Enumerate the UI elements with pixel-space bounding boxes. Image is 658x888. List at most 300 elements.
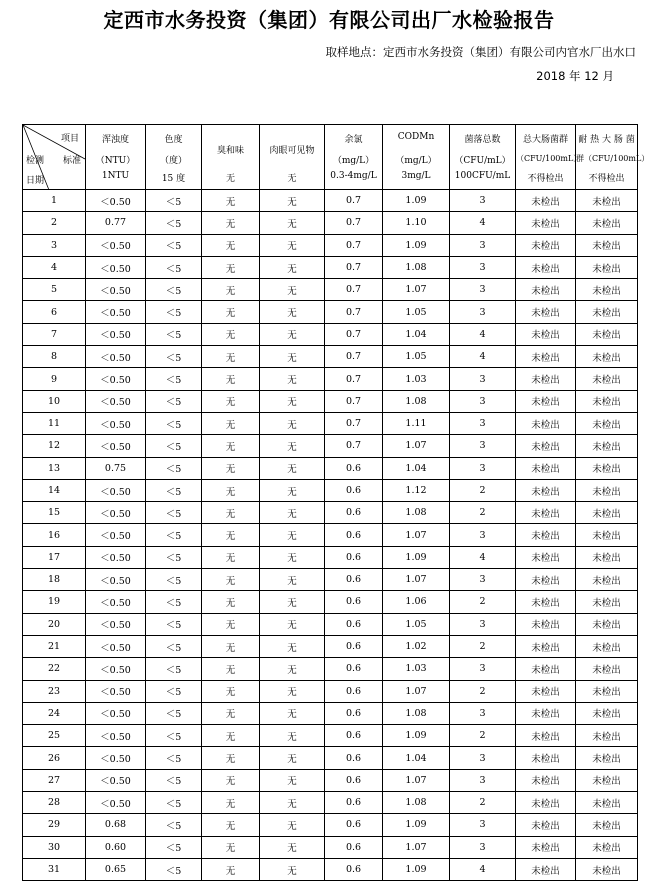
cell-thermotolerant-coliform: 未检出 bbox=[576, 658, 638, 680]
cell-total-coliform: 未检出 bbox=[516, 814, 576, 836]
cell-thermotolerant-coliform: 未检出 bbox=[576, 792, 638, 814]
cell-odor-taste: 无 bbox=[202, 680, 260, 702]
cell-day: 30 bbox=[23, 836, 86, 858]
cell-colony-count: 2 bbox=[450, 725, 516, 747]
cell-total-coliform: 未检出 bbox=[516, 368, 576, 390]
cell-total-coliform: 未检出 bbox=[516, 725, 576, 747]
cell-residual-chlorine: 0.7 bbox=[325, 368, 383, 390]
cell-visible-matter: 无 bbox=[260, 457, 325, 479]
cell-day: 23 bbox=[23, 680, 86, 702]
cell-turbidity: ＜0.50 bbox=[86, 323, 146, 345]
cell-visible-matter: 无 bbox=[260, 658, 325, 680]
cell-colony-count: 4 bbox=[450, 212, 516, 234]
cell-colony-count: 3 bbox=[450, 301, 516, 323]
table-row bbox=[23, 256, 638, 278]
cell-odor-taste: 无 bbox=[202, 569, 260, 591]
cell-residual-chlorine: 0.6 bbox=[325, 680, 383, 702]
cell-visible-matter: 无 bbox=[260, 747, 325, 769]
cell-total-coliform: 未检出 bbox=[516, 680, 576, 702]
column-unit: （CFU/100mL） bbox=[516, 154, 582, 163]
cell-colony-count: 3 bbox=[450, 457, 516, 479]
cell-day: 7 bbox=[23, 323, 86, 345]
cell-visible-matter: 无 bbox=[260, 479, 325, 501]
cell-codmn: 1.02 bbox=[383, 635, 450, 657]
cell-codmn: 1.07 bbox=[383, 435, 450, 457]
cell-residual-chlorine: 0.6 bbox=[325, 457, 383, 479]
table-row bbox=[23, 435, 638, 457]
report-date: 2018 年 12 月 bbox=[536, 69, 614, 83]
cell-codmn: 1.11 bbox=[383, 412, 450, 434]
column-standard: 不得检出 bbox=[588, 174, 625, 184]
cell-residual-chlorine: 0.7 bbox=[325, 234, 383, 256]
column-unit: （mg/L） bbox=[332, 156, 375, 166]
table-row bbox=[23, 479, 638, 501]
cell-total-coliform: 未检出 bbox=[516, 702, 576, 724]
column-name: 臭和味 bbox=[216, 146, 244, 156]
header-color bbox=[146, 125, 202, 190]
cell-total-coliform: 未检出 bbox=[516, 279, 576, 301]
cell-color: ＜5 bbox=[146, 613, 202, 635]
cell-total-coliform: 未检出 bbox=[516, 524, 576, 546]
cell-odor-taste: 无 bbox=[202, 412, 260, 434]
cell-thermotolerant-coliform: 未检出 bbox=[576, 747, 638, 769]
cell-color: ＜5 bbox=[146, 368, 202, 390]
cell-colony-count: 3 bbox=[450, 569, 516, 591]
cell-color: ＜5 bbox=[146, 769, 202, 791]
cell-turbidity: 0.60 bbox=[86, 836, 146, 858]
table-row bbox=[23, 457, 638, 479]
cell-total-coliform: 未检出 bbox=[516, 323, 576, 345]
cell-total-coliform: 未检出 bbox=[516, 792, 576, 814]
cell-thermotolerant-coliform: 未检出 bbox=[576, 479, 638, 501]
cell-total-coliform: 未检出 bbox=[516, 256, 576, 278]
table-row bbox=[23, 858, 638, 880]
cell-codmn: 1.08 bbox=[383, 502, 450, 524]
cell-residual-chlorine: 0.6 bbox=[325, 479, 383, 501]
cell-odor-taste: 无 bbox=[202, 435, 260, 457]
cell-odor-taste: 无 bbox=[202, 792, 260, 814]
cell-visible-matter: 无 bbox=[260, 769, 325, 791]
cell-codmn: 1.07 bbox=[383, 569, 450, 591]
cell-residual-chlorine: 0.7 bbox=[325, 212, 383, 234]
corner-item-label: 项目 bbox=[60, 134, 79, 144]
cell-total-coliform: 未检出 bbox=[516, 502, 576, 524]
report-title: 定西市水务投资（集团）有限公司出厂水检验报告 bbox=[103, 8, 555, 32]
table-row bbox=[23, 323, 638, 345]
cell-residual-chlorine: 0.7 bbox=[325, 435, 383, 457]
cell-codmn: 1.08 bbox=[383, 792, 450, 814]
cell-total-coliform: 未检出 bbox=[516, 234, 576, 256]
cell-visible-matter: 无 bbox=[260, 256, 325, 278]
cell-day: 29 bbox=[23, 814, 86, 836]
cell-colony-count: 2 bbox=[450, 680, 516, 702]
cell-total-coliform: 未检出 bbox=[516, 635, 576, 657]
cell-day: 31 bbox=[23, 858, 86, 880]
cell-color: ＜5 bbox=[146, 412, 202, 434]
cell-total-coliform: 未检出 bbox=[516, 190, 576, 212]
cell-odor-taste: 无 bbox=[202, 814, 260, 836]
cell-thermotolerant-coliform: 未检出 bbox=[576, 390, 638, 412]
cell-codmn: 1.03 bbox=[383, 658, 450, 680]
cell-thermotolerant-coliform: 未检出 bbox=[576, 323, 638, 345]
cell-odor-taste: 无 bbox=[202, 747, 260, 769]
cell-colony-count: 3 bbox=[450, 234, 516, 256]
cell-day: 18 bbox=[23, 569, 86, 591]
cell-codmn: 1.03 bbox=[383, 368, 450, 390]
header-turbidity bbox=[86, 125, 146, 190]
cell-total-coliform: 未检出 bbox=[516, 569, 576, 591]
cell-turbidity: ＜0.50 bbox=[86, 234, 146, 256]
cell-color: ＜5 bbox=[146, 858, 202, 880]
column-name: CODMn bbox=[397, 132, 435, 142]
cell-codmn: 1.09 bbox=[383, 546, 450, 568]
cell-codmn: 1.07 bbox=[383, 836, 450, 858]
column-standard: 1NTU bbox=[101, 171, 130, 181]
cell-day: 24 bbox=[23, 702, 86, 724]
column-name: 色度 bbox=[164, 135, 183, 145]
cell-thermotolerant-coliform: 未检出 bbox=[576, 368, 638, 390]
column-standard: 无 bbox=[287, 174, 297, 184]
cell-turbidity: ＜0.50 bbox=[86, 368, 146, 390]
cell-thermotolerant-coliform: 未检出 bbox=[576, 591, 638, 613]
cell-codmn: 1.09 bbox=[383, 858, 450, 880]
cell-color: ＜5 bbox=[146, 658, 202, 680]
cell-visible-matter: 无 bbox=[260, 234, 325, 256]
cell-odor-taste: 无 bbox=[202, 858, 260, 880]
table-row bbox=[23, 814, 638, 836]
column-name: 肉眼可见物 bbox=[269, 146, 315, 156]
cell-odor-taste: 无 bbox=[202, 613, 260, 635]
cell-colony-count: 3 bbox=[450, 613, 516, 635]
cell-color: ＜5 bbox=[146, 702, 202, 724]
cell-day: 19 bbox=[23, 591, 86, 613]
cell-odor-taste: 无 bbox=[202, 836, 260, 858]
cell-total-coliform: 未检出 bbox=[516, 479, 576, 501]
cell-total-coliform: 未检出 bbox=[516, 546, 576, 568]
cell-visible-matter: 无 bbox=[260, 546, 325, 568]
cell-total-coliform: 未检出 bbox=[516, 747, 576, 769]
cell-colony-count: 3 bbox=[450, 702, 516, 724]
cell-codmn: 1.09 bbox=[383, 190, 450, 212]
cell-codmn: 1.05 bbox=[383, 613, 450, 635]
cell-turbidity: ＜0.50 bbox=[86, 190, 146, 212]
cell-color: ＜5 bbox=[146, 725, 202, 747]
header-colony-count bbox=[450, 125, 516, 190]
cell-colony-count: 3 bbox=[450, 279, 516, 301]
cell-odor-taste: 无 bbox=[202, 524, 260, 546]
cell-thermotolerant-coliform: 未检出 bbox=[576, 836, 638, 858]
cell-colony-count: 2 bbox=[450, 591, 516, 613]
table-row bbox=[23, 725, 638, 747]
cell-thermotolerant-coliform: 未检出 bbox=[576, 301, 638, 323]
cell-turbidity: ＜0.50 bbox=[86, 769, 146, 791]
cell-codmn: 1.12 bbox=[383, 479, 450, 501]
cell-odor-taste: 无 bbox=[202, 725, 260, 747]
cell-odor-taste: 无 bbox=[202, 301, 260, 323]
cell-day: 20 bbox=[23, 613, 86, 635]
cell-codmn: 1.04 bbox=[383, 323, 450, 345]
cell-thermotolerant-coliform: 未检出 bbox=[576, 814, 638, 836]
cell-odor-taste: 无 bbox=[202, 323, 260, 345]
cell-colony-count: 3 bbox=[450, 368, 516, 390]
cell-odor-taste: 无 bbox=[202, 212, 260, 234]
cell-visible-matter: 无 bbox=[260, 190, 325, 212]
header-corner-cell bbox=[23, 125, 86, 190]
cell-codmn: 1.09 bbox=[383, 725, 450, 747]
column-standard: 无 bbox=[225, 174, 235, 184]
cell-codmn: 1.07 bbox=[383, 279, 450, 301]
cell-codmn: 1.07 bbox=[383, 524, 450, 546]
cell-color: ＜5 bbox=[146, 502, 202, 524]
table-row bbox=[23, 769, 638, 791]
cell-turbidity: ＜0.50 bbox=[86, 502, 146, 524]
cell-total-coliform: 未检出 bbox=[516, 346, 576, 368]
cell-colony-count: 3 bbox=[450, 814, 516, 836]
cell-visible-matter: 无 bbox=[260, 435, 325, 457]
cell-color: ＜5 bbox=[146, 435, 202, 457]
cell-turbidity: ＜0.50 bbox=[86, 792, 146, 814]
cell-thermotolerant-coliform: 未检出 bbox=[576, 502, 638, 524]
cell-codmn: 1.05 bbox=[383, 346, 450, 368]
table-row bbox=[23, 368, 638, 390]
cell-color: ＜5 bbox=[146, 346, 202, 368]
table-row bbox=[23, 747, 638, 769]
cell-turbidity: 0.68 bbox=[86, 814, 146, 836]
cell-thermotolerant-coliform: 未检出 bbox=[576, 346, 638, 368]
sampling-location: 取样地点：定西市水务投资（集团）有限公司内官水厂出水口 bbox=[325, 45, 636, 59]
cell-turbidity: ＜0.50 bbox=[86, 479, 146, 501]
cell-color: ＜5 bbox=[146, 457, 202, 479]
cell-day: 8 bbox=[23, 346, 86, 368]
cell-day: 5 bbox=[23, 279, 86, 301]
cell-turbidity: ＜0.50 bbox=[86, 613, 146, 635]
cell-visible-matter: 无 bbox=[260, 502, 325, 524]
table-row bbox=[23, 390, 638, 412]
cell-color: ＜5 bbox=[146, 836, 202, 858]
cell-colony-count: 2 bbox=[450, 635, 516, 657]
table-row bbox=[23, 279, 638, 301]
cell-residual-chlorine: 0.6 bbox=[325, 725, 383, 747]
cell-codmn: 1.08 bbox=[383, 702, 450, 724]
cell-day: 1 bbox=[23, 190, 86, 212]
cell-total-coliform: 未检出 bbox=[516, 212, 576, 234]
header-odor-taste bbox=[202, 125, 260, 190]
cell-odor-taste: 无 bbox=[202, 635, 260, 657]
cell-residual-chlorine: 0.7 bbox=[325, 323, 383, 345]
cell-colony-count: 4 bbox=[450, 546, 516, 568]
cell-color: ＜5 bbox=[146, 301, 202, 323]
cell-odor-taste: 无 bbox=[202, 502, 260, 524]
cell-visible-matter: 无 bbox=[260, 858, 325, 880]
cell-residual-chlorine: 0.6 bbox=[325, 569, 383, 591]
cell-day: 16 bbox=[23, 524, 86, 546]
cell-colony-count: 3 bbox=[450, 769, 516, 791]
cell-codmn: 1.09 bbox=[383, 814, 450, 836]
cell-visible-matter: 无 bbox=[260, 635, 325, 657]
column-name: 浑浊度 bbox=[101, 135, 129, 145]
cell-thermotolerant-coliform: 未检出 bbox=[576, 769, 638, 791]
cell-color: ＜5 bbox=[146, 279, 202, 301]
cell-thermotolerant-coliform: 未检出 bbox=[576, 546, 638, 568]
cell-day: 22 bbox=[23, 658, 86, 680]
cell-visible-matter: 无 bbox=[260, 524, 325, 546]
cell-day: 6 bbox=[23, 301, 86, 323]
cell-turbidity: 0.75 bbox=[86, 457, 146, 479]
cell-colony-count: 3 bbox=[450, 747, 516, 769]
cell-colony-count: 3 bbox=[450, 435, 516, 457]
cell-turbidity: ＜0.50 bbox=[86, 524, 146, 546]
table-row bbox=[23, 346, 638, 368]
corner-test-label: 检测 bbox=[26, 156, 45, 166]
table-row bbox=[23, 635, 638, 657]
cell-day: 28 bbox=[23, 792, 86, 814]
cell-thermotolerant-coliform: 未检出 bbox=[576, 613, 638, 635]
cell-day: 2 bbox=[23, 212, 86, 234]
cell-thermotolerant-coliform: 未检出 bbox=[576, 435, 638, 457]
cell-color: ＜5 bbox=[146, 792, 202, 814]
cell-odor-taste: 无 bbox=[202, 234, 260, 256]
cell-residual-chlorine: 0.7 bbox=[325, 412, 383, 434]
cell-turbidity: ＜0.50 bbox=[86, 658, 146, 680]
column-unit: （mg/L） bbox=[395, 156, 437, 166]
cell-day: 11 bbox=[23, 412, 86, 434]
header-visible-matter bbox=[260, 125, 325, 190]
cell-odor-taste: 无 bbox=[202, 390, 260, 412]
cell-total-coliform: 未检出 bbox=[516, 301, 576, 323]
table-header-row bbox=[23, 125, 638, 190]
cell-residual-chlorine: 0.7 bbox=[325, 390, 383, 412]
cell-day: 12 bbox=[23, 435, 86, 457]
cell-residual-chlorine: 0.6 bbox=[325, 769, 383, 791]
cell-total-coliform: 未检出 bbox=[516, 836, 576, 858]
cell-total-coliform: 未检出 bbox=[516, 591, 576, 613]
cell-thermotolerant-coliform: 未检出 bbox=[576, 858, 638, 880]
cell-day: 9 bbox=[23, 368, 86, 390]
cell-colony-count: 2 bbox=[450, 479, 516, 501]
cell-turbidity: ＜0.50 bbox=[86, 301, 146, 323]
cell-day: 13 bbox=[23, 457, 86, 479]
cell-residual-chlorine: 0.6 bbox=[325, 502, 383, 524]
cell-codmn: 1.07 bbox=[383, 680, 450, 702]
cell-visible-matter: 无 bbox=[260, 301, 325, 323]
table-row bbox=[23, 412, 638, 434]
cell-odor-taste: 无 bbox=[202, 256, 260, 278]
cell-visible-matter: 无 bbox=[260, 725, 325, 747]
cell-thermotolerant-coliform: 未检出 bbox=[576, 234, 638, 256]
cell-visible-matter: 无 bbox=[260, 836, 325, 858]
cell-colony-count: 2 bbox=[450, 502, 516, 524]
table-row bbox=[23, 680, 638, 702]
cell-turbidity: ＜0.50 bbox=[86, 569, 146, 591]
table-row bbox=[23, 234, 638, 256]
cell-odor-taste: 无 bbox=[202, 769, 260, 791]
cell-total-coliform: 未检出 bbox=[516, 457, 576, 479]
cell-visible-matter: 无 bbox=[260, 702, 325, 724]
cell-visible-matter: 无 bbox=[260, 212, 325, 234]
cell-colony-count: 3 bbox=[450, 658, 516, 680]
cell-codmn: 1.08 bbox=[383, 390, 450, 412]
column-unit: （NTU） bbox=[95, 156, 136, 166]
cell-turbidity: ＜0.50 bbox=[86, 546, 146, 568]
cell-thermotolerant-coliform: 未检出 bbox=[576, 256, 638, 278]
cell-turbidity: ＜0.50 bbox=[86, 635, 146, 657]
column-unit: （度） bbox=[159, 156, 187, 166]
cell-turbidity: ＜0.50 bbox=[86, 435, 146, 457]
cell-residual-chlorine: 0.6 bbox=[325, 814, 383, 836]
cell-codmn: 1.05 bbox=[383, 301, 450, 323]
table-row bbox=[23, 524, 638, 546]
table-row bbox=[23, 591, 638, 613]
cell-color: ＜5 bbox=[146, 814, 202, 836]
cell-turbidity: ＜0.50 bbox=[86, 747, 146, 769]
table-row bbox=[23, 546, 638, 568]
cell-thermotolerant-coliform: 未检出 bbox=[576, 457, 638, 479]
cell-thermotolerant-coliform: 未检出 bbox=[576, 190, 638, 212]
cell-visible-matter: 无 bbox=[260, 390, 325, 412]
cell-thermotolerant-coliform: 未检出 bbox=[576, 279, 638, 301]
column-standard: 0.3-4mg/L bbox=[330, 171, 377, 181]
cell-day: 26 bbox=[23, 747, 86, 769]
table-row bbox=[23, 658, 638, 680]
cell-day: 27 bbox=[23, 769, 86, 791]
cell-total-coliform: 未检出 bbox=[516, 658, 576, 680]
cell-total-coliform: 未检出 bbox=[516, 390, 576, 412]
table-row bbox=[23, 613, 638, 635]
column-standard: 3mg/L bbox=[401, 171, 431, 181]
table-row bbox=[23, 502, 638, 524]
cell-day: 15 bbox=[23, 502, 86, 524]
cell-odor-taste: 无 bbox=[202, 702, 260, 724]
cell-day: 17 bbox=[23, 546, 86, 568]
table-row bbox=[23, 212, 638, 234]
cell-odor-taste: 无 bbox=[202, 658, 260, 680]
cell-thermotolerant-coliform: 未检出 bbox=[576, 569, 638, 591]
column-standard: 不得检出 bbox=[527, 174, 564, 184]
cell-colony-count: 4 bbox=[450, 323, 516, 345]
table-row bbox=[23, 792, 638, 814]
cell-color: ＜5 bbox=[146, 479, 202, 501]
cell-color: ＜5 bbox=[146, 524, 202, 546]
cell-residual-chlorine: 0.6 bbox=[325, 546, 383, 568]
cell-residual-chlorine: 0.6 bbox=[325, 836, 383, 858]
cell-residual-chlorine: 0.6 bbox=[325, 658, 383, 680]
cell-thermotolerant-coliform: 未检出 bbox=[576, 524, 638, 546]
cell-turbidity: ＜0.50 bbox=[86, 256, 146, 278]
cell-turbidity: ＜0.50 bbox=[86, 346, 146, 368]
cell-color: ＜5 bbox=[146, 747, 202, 769]
table-row bbox=[23, 301, 638, 323]
cell-thermotolerant-coliform: 未检出 bbox=[576, 635, 638, 657]
cell-residual-chlorine: 0.6 bbox=[325, 524, 383, 546]
cell-total-coliform: 未检出 bbox=[516, 858, 576, 880]
cell-colony-count: 3 bbox=[450, 390, 516, 412]
cell-color: ＜5 bbox=[146, 635, 202, 657]
cell-visible-matter: 无 bbox=[260, 279, 325, 301]
header-thermotolerant-coliform bbox=[576, 125, 650, 190]
cell-colony-count: 2 bbox=[450, 792, 516, 814]
cell-odor-taste: 无 bbox=[202, 368, 260, 390]
cell-turbidity: ＜0.50 bbox=[86, 702, 146, 724]
cell-codmn: 1.04 bbox=[383, 457, 450, 479]
column-name: 菌落总数 bbox=[464, 135, 501, 145]
cell-turbidity: ＜0.50 bbox=[86, 591, 146, 613]
cell-color: ＜5 bbox=[146, 591, 202, 613]
cell-odor-taste: 无 bbox=[202, 190, 260, 212]
cell-visible-matter: 无 bbox=[260, 569, 325, 591]
table-row bbox=[23, 836, 638, 858]
column-name: 耐 热 大 肠 菌 bbox=[578, 135, 635, 145]
table-body bbox=[23, 190, 638, 881]
